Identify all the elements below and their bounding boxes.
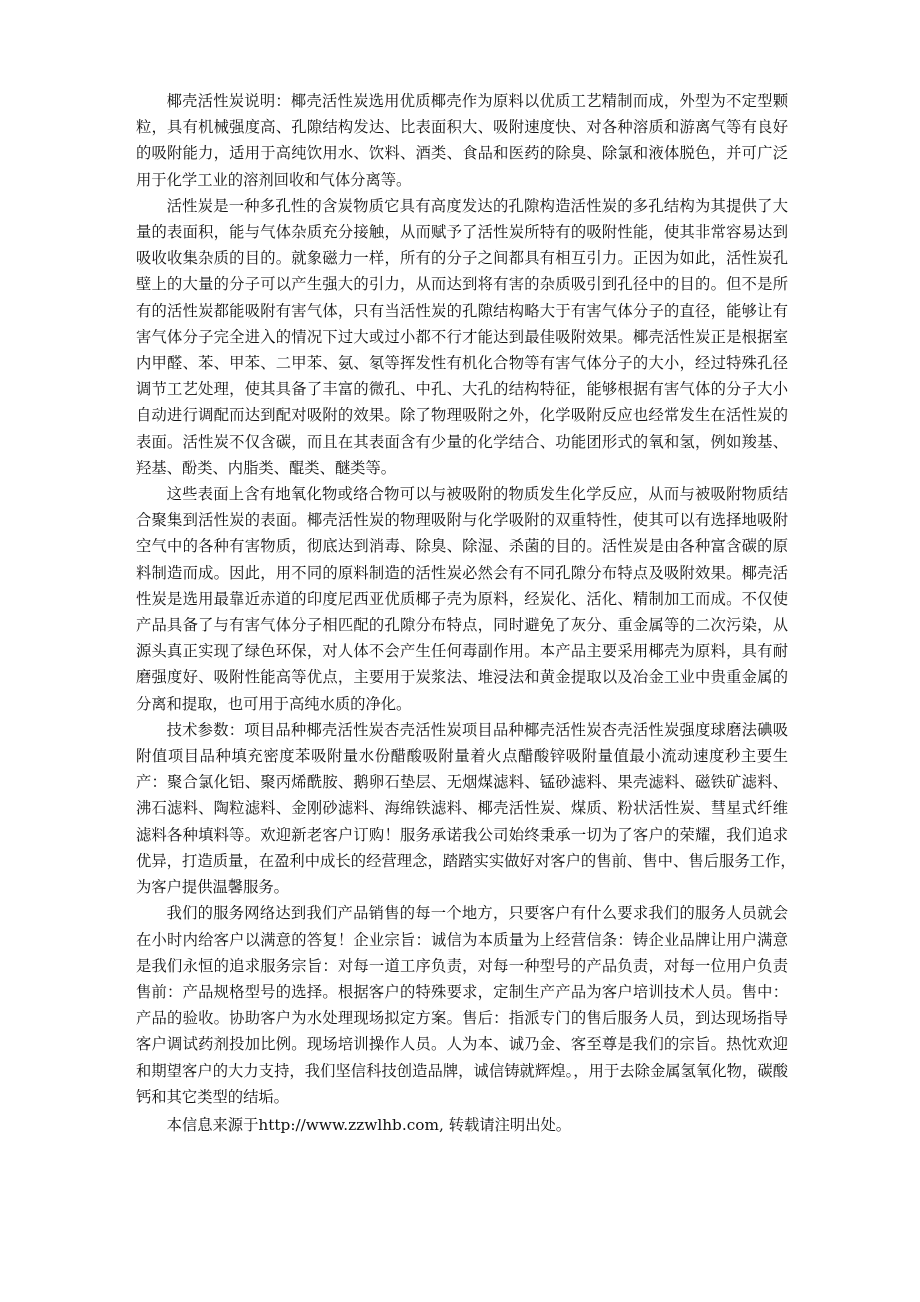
paragraph-service-network: 我们的服务网络达到我们产品销售的每一个地方，只要客户有什么要求我们的服务人员就会在小时内给客户以满意的答复！企业宗旨：诚信为本质量为上经营信条：铸企业品牌让用户满意是我们永恒的追求服务宗旨：对每一道工序负责，对每一种型号的产品负责，对每一位用户负责售前：产品规格型号的选择。根据客户的特殊要求，定制生产产品为客户培训技术人员。售中：产品的验收。协助客户为水处理现场拟定方案。售后：指派专门的售后服务人员，到达现场指导客户调试药剂投加比例。现场培训操作人员。人为本、诚乃金、客至尊是我们的宗旨。热忱欢迎和期望客户的大力支持，我们坚信科技创造品牌，诚信铸就辉煌。，用于去除金属氢氧化物，碳酸钙和其它类型的结垢。 (136, 904, 788, 1106)
document-body (136, 88, 804, 1138)
paragraph-adsorption-principle: 活性炭是一种多孔性的含炭物质它具有高度发达的孔隙构造活性炭的多孔结构为其提供了大量的表面积，能与气体杂质充分接触，从而赋予了活性炭所特有的吸附性能，使其非常容易达到吸收收集杂质的目的。就象磁力一样，所有的分子之间都具有相互引力。正因为如此，活性炭孔壁上的大量的分子可以产生强大的引力，从而达到将有害的杂质吸引到孔径中的目的。但不是所有的活性炭都能吸附有害气体，只有当活性炭的孔隙结构略大于有害气体分子的直径，能够让有害气体分子完全进入的情况下过大或过小都不行才能达到最佳吸附效果。椰壳活性炭正是根据室内甲醛、苯、甲苯、二甲苯、氨、氡等挥发性有机化合物等有害气体分子的大小，经过特殊孔径调节工艺处理，使其具备了丰富的微孔、中孔、大孔的结构特征，能够根据有害气体的分子大小自动进行调配而达到配对吸附的效果。除了物理吸附之外，化学吸附反应也经常发生在活性炭的表面。活性炭不仅含碳，而且在其表面含有少量的化学结合、功能团形式的氧和氢，例如羧基、羟基、酚类、内脂类、醌类、醚类等。 (136, 196, 788, 477)
source-note: 本信息来源于http://www.zzwlhb.com, 转载请注明出处。 (166, 1115, 572, 1134)
paragraph-chemical-adsorption: 这些表面上含有地氧化物或络合物可以与被吸附的物质发生化学反应，从而与被吸附物质结合聚集到活性炭的表面。椰壳活性炭的物理吸附与化学吸附的双重特性，使其可以有选择地吸附空气中的各种有害物质，彻底达到消毒、除臭、除湿、杀菌的目的。活性炭是由各种富含碳的原料制造而成。因此，用不同的原料制造的活性炭必然会有不同孔隙分布特点及吸附效果。椰壳活性炭是选用最靠近赤道的印度尼西亚优质椰子壳为原料，经炭化、活化、精制加工而成。不仅使产品具备了与有害气体分子相匹配的孔隙分布特点，同时避免了灰分、重金属等的二次污染，从源头真正实现了绿色环保，对人体不会产生任何毒副作用。本产品主要采用椰壳为原料，具有耐磨强度好、吸附性能高等优点，主要用于炭浆法、堆浸法和黄金提取以及冶金工业中贵重金属的分离和提取，也可用于高纯水质的净化。 (136, 485, 788, 713)
paragraph-product-description: 椰壳活性炭说明：椰壳活性炭选用优质椰壳作为原料以优质工艺精制而成，外型为不定型颗粒，具有机械强度高、孔隙结构发达、比表面积大、吸附速度快、对各种溶质和游离气等有良好的吸附能力，适用于高纯饮用水、饮料、酒类、食品和医药的除臭、除氯和液体脱色，并可广泛用于化学工业的溶剂回收和气体分离等。 (136, 92, 788, 189)
paragraph-technical-parameters: 技术参数：项目品种椰壳活性炭杏壳活性炭项目品种椰壳活性炭杏壳活性炭强度球磨法碘吸附值项目品种填充密度苯吸附量水份醋酸吸附量着火点醋酸锌吸附量值最小流动速度秒主要生产：聚合氯化铝、聚丙烯酰胺、鹅卵石垫层、无烟煤滤料、锰砂滤料、果壳滤料、磁铁矿滤料、沸石滤料、陶粒滤料、金刚砂滤料、海绵铁滤料、椰壳活性炭、煤质、粉状活性炭、彗星式纤维滤料各种填料等。欢迎新老客户订购！服务承诺我公司始终秉承一切为了客户的荣耀，我们追求优异，打造质量，在盈利中成长的经营理念，踏踏实实做好对客户的售前、售中、售后服务工作， 为客户提供温馨服务。 (136, 720, 804, 897)
